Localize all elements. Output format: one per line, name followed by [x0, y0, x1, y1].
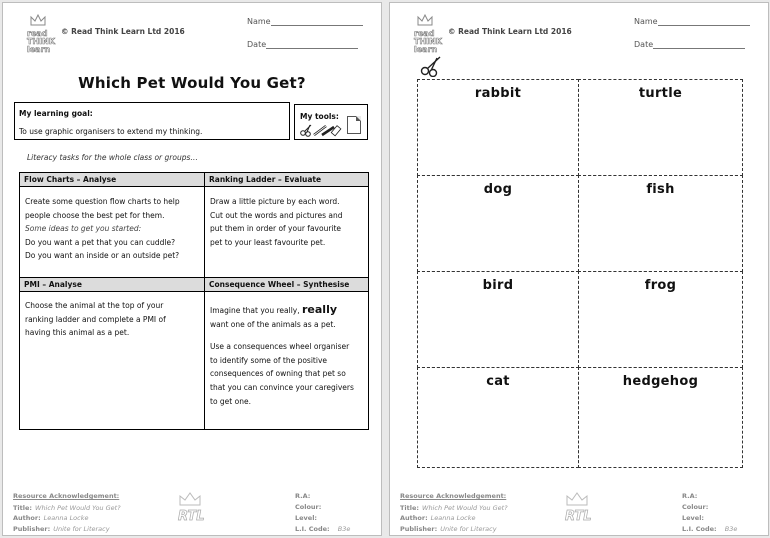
footer-title-row	[400, 504, 508, 512]
crown-icon	[565, 492, 589, 506]
flow-charts-line: people choose the best pet for them.	[25, 210, 165, 220]
animal-card-fish[interactable]: fish	[578, 175, 743, 272]
left-page	[2, 2, 382, 536]
flow-charts-line: Create some question flow charts to help	[25, 197, 180, 206]
footer-publisher-label: Publisher:	[400, 525, 438, 533]
footer-title-value: Which Pet Would You Get?	[35, 504, 121, 512]
logo-word-learn: learn	[414, 45, 438, 54]
ranking-ladder-line: Draw a little picture by each word.	[210, 197, 340, 206]
paper-icon	[347, 116, 361, 134]
tasks-intro: Literacy tasks for the whole class or groups…	[27, 153, 198, 162]
name-field[interactable]	[634, 17, 750, 26]
learning-goal-label: My learning goal:	[19, 109, 93, 118]
pmi-line: having this animal as a pet.	[25, 328, 130, 338]
footer-title-label: Title:	[400, 504, 420, 512]
resource-footer	[13, 492, 373, 534]
footer-li-code	[295, 525, 350, 533]
footer-author-label: Author:	[13, 514, 41, 522]
rtl-text: RTL	[565, 509, 592, 524]
animal-cut-out-grid	[417, 79, 743, 468]
consequence-wheel-body	[205, 303, 368, 408]
footer-li-code-label: L.I. Code:	[682, 525, 717, 533]
consequence-wheel-line: to get one.	[210, 396, 251, 406]
logo-word-read: read	[414, 29, 435, 38]
footer-author-value: Leanna Locke	[430, 514, 476, 522]
footer-li-code-value: B3e	[724, 525, 738, 533]
footer-colour-label: Colour:	[295, 503, 322, 511]
footer-colour	[295, 503, 321, 511]
pmi-body	[20, 299, 204, 340]
scissors-icon	[301, 125, 311, 136]
rtl-logo	[565, 492, 595, 528]
footer-author-label: Author:	[400, 514, 428, 522]
name-field[interactable]	[247, 17, 363, 26]
ranking-ladder-body	[205, 195, 368, 249]
date-label: Date	[634, 40, 654, 49]
crown-icon	[417, 14, 433, 26]
consequence-wheel-heading: Consequence Wheel – Synthesise	[205, 278, 368, 292]
copyright-text: © Read Think Learn Ltd 2016	[448, 27, 572, 36]
logo-word-learn: learn	[27, 45, 51, 54]
ranking-ladder-heading: Ranking Ladder – Evaluate	[205, 173, 368, 187]
consequence-wheel-line: consequences of owning that pet so	[210, 369, 346, 379]
footer-title-value: Which Pet Would You Get?	[422, 504, 508, 512]
ranking-ladder-line: put them in order of your favourite	[210, 224, 342, 234]
footer-author-value: Leanna Locke	[43, 514, 89, 522]
date-field[interactable]	[634, 40, 745, 49]
crown-icon	[178, 492, 202, 506]
logo-word-read: read	[27, 29, 48, 38]
animal-card-cat[interactable]: cat	[417, 367, 579, 468]
date-label: Date	[247, 40, 267, 49]
rtl-logo	[178, 492, 208, 528]
consequence-wheel-line: to identify some of the positive	[210, 355, 328, 365]
learning-goal-text: To use graphic organisers to extend my thinking.	[19, 127, 203, 136]
consequence-wheel-line: that you can convince your caregivers	[210, 382, 354, 392]
copyright-text: © Read Think Learn Ltd 2016	[61, 27, 185, 36]
tools-label: My tools:	[300, 112, 339, 121]
footer-ra-label: R.A:	[295, 492, 311, 500]
right-page	[389, 2, 769, 536]
name-label: Name	[247, 17, 271, 26]
rtl-text: RTL	[178, 509, 205, 524]
flow-charts-question: Do you want a pet that you can cuddle?	[25, 237, 176, 247]
name-label: Name	[634, 17, 658, 26]
tools-icons	[300, 123, 348, 137]
footer-publisher-label: Publisher:	[13, 525, 51, 533]
footer-publisher-value: Unite for Literacy	[440, 525, 497, 533]
date-field[interactable]	[247, 40, 358, 49]
footer-ra	[682, 492, 697, 500]
flow-charts-heading: Flow Charts – Analyse	[20, 173, 204, 187]
footer-li-code-value: B3e	[337, 525, 351, 533]
logo-word-think: THINK	[27, 37, 56, 46]
resource-ack-label: Resource Acknowledgement:	[400, 492, 507, 500]
page-title: Which Pet Would You Get?	[78, 74, 306, 92]
footer-colour-label: Colour:	[682, 503, 709, 511]
pmi-line: ranking ladder and complete a PMI of	[25, 314, 166, 324]
resource-ack-label: Resource Acknowledgement:	[13, 492, 120, 500]
tasks-grid	[19, 172, 369, 430]
resource-footer	[400, 492, 760, 534]
animal-card-dog[interactable]: dog	[417, 175, 579, 272]
footer-li-code	[682, 525, 737, 533]
learning-goal-box	[14, 102, 290, 140]
consequence-wheel-line: Use a consequences wheel organiser	[210, 342, 350, 352]
footer-ra	[295, 492, 310, 500]
consequence-wheel-line	[210, 303, 363, 318]
footer-level-label: Level:	[295, 514, 318, 522]
animal-card-turtle[interactable]: turtle	[578, 79, 743, 176]
consequence-wheel-line: want one of the animals as a pet.	[210, 319, 336, 329]
animal-card-frog[interactable]: frog	[578, 271, 743, 368]
animal-card-hedgehog[interactable]: hedgehog	[578, 367, 743, 468]
crown-icon	[30, 14, 46, 26]
logo-word-think: THINK	[414, 37, 443, 46]
ranking-ladder-line: pet to your least favourite pet.	[210, 237, 326, 247]
footer-li-code-label: L.I. Code:	[295, 525, 330, 533]
footer-author-row	[400, 514, 476, 522]
pmi-heading: PMI – Analyse	[20, 278, 204, 292]
footer-level	[295, 514, 317, 522]
ranking-ladder-line: Cut out the words and pictures and	[210, 210, 343, 220]
consequence-wheel-emphasis: really	[302, 303, 338, 316]
flow-charts-hint: Some ideas to get you started:	[25, 224, 142, 234]
read-think-learn-logo	[27, 11, 61, 55]
footer-title-label: Title:	[13, 504, 33, 512]
footer-colour	[682, 503, 708, 511]
tools-box	[294, 104, 368, 140]
footer-publisher-row	[13, 525, 110, 533]
footer-title-row	[13, 504, 121, 512]
scissors-icon	[420, 55, 444, 77]
pmi-line: Choose the animal at the top of your	[25, 301, 164, 310]
footer-ra-label: R.A:	[682, 492, 698, 500]
footer-author-row	[13, 514, 89, 522]
read-think-learn-logo	[414, 11, 448, 55]
animal-card-bird[interactable]: bird	[417, 271, 579, 368]
footer-publisher-row	[400, 525, 497, 533]
footer-level	[682, 514, 704, 522]
animal-card-rabbit[interactable]: rabbit	[417, 79, 579, 176]
flow-charts-body	[20, 195, 204, 263]
flow-charts-question: Do you want an inside or an outside pet?	[25, 251, 180, 261]
consequence-wheel-text: Imagine that you really,	[210, 306, 300, 315]
footer-level-label: Level:	[682, 514, 705, 522]
footer-publisher-value: Unite for Literacy	[53, 525, 110, 533]
